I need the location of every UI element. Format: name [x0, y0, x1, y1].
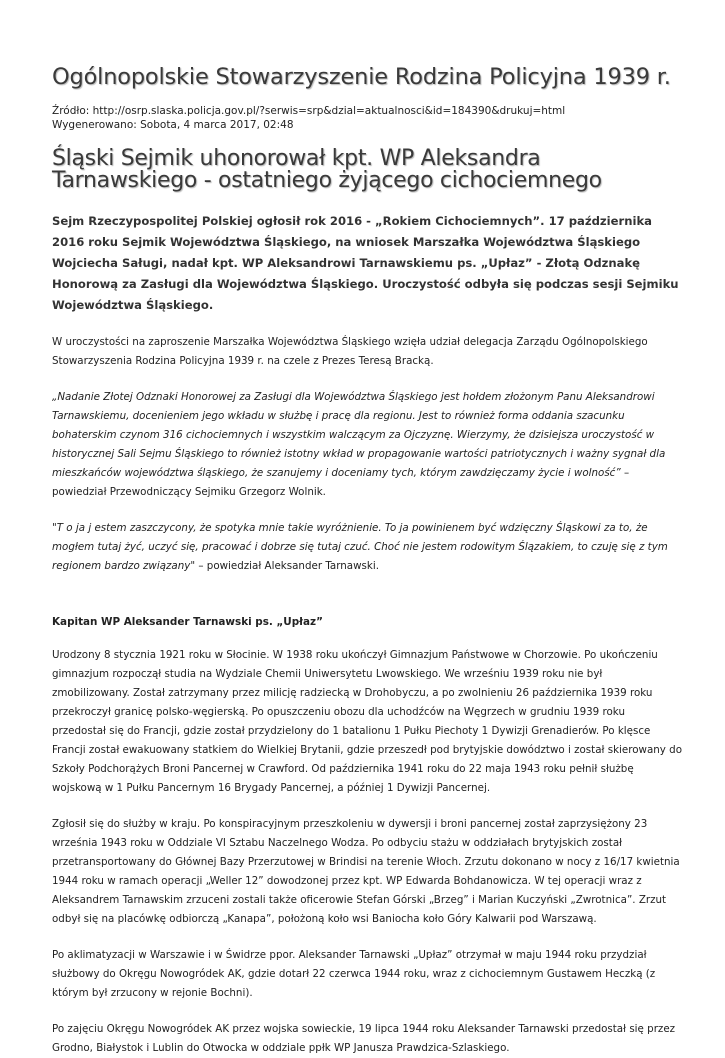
- quote-tarnawski: [52, 519, 682, 576]
- site-title: Ogólnopolskie Stowarzyszenie Rodzina Policyjna 1939 r.: [52, 64, 671, 90]
- paragraph-delegation: W uroczystości na zaproszenie Marszałka Województwa Śląskiego wzięła udział delegacja Zarządu Ogólnopolskiego Stowarzyszenia Rodzina Policyjna 1939 r. na czele z Prezes Teresą Bracką.: [52, 336, 648, 367]
- article-lead: Sejm Rzeczypospolitej Polskiej ogłosił rok 2016 - „Rokiem Cichociemnych”. 17 października 2016 roku Sejmik Województwa Śląskiego, na wniosek Marszałka Województwa Śląskiego Wojciecha Saługi, nadał kpt. WP Aleksandrowi Tarnawskiemu ps. „Upłaz” - Złotą Odznakę Honorową za Zasługi dla Województwa Śląskiego. Uroczystość odbyła się podczas sesji Sejmiku Województwa Śląskiego.: [52, 214, 679, 312]
- generated-line: Wygenerowano: Sobota, 4 marca 2017, 02:48: [52, 119, 294, 131]
- quote-wolnik: [52, 388, 682, 502]
- source-line: Źródło: http://osrp.slaska.policja.gov.pl/?serwis=srp&dzial=aktualnosci&id=184390&drukuj=html: [52, 105, 566, 117]
- bio-paragraph-3: Po aklimatyzacji w Warszawie i w Świdrze ppor. Aleksander Tarnawski „Upłaz” otrzymał w maju 1944 roku przydział służbowy do Okręgu Nowogródek AK, gdzie dotarł 22 czerwca 1944 roku, wraz z cichociemnym Gustawem Heczką (z którym był zrzucony w rejonie Bochni).: [52, 949, 656, 999]
- article-title: Śląski Sejmik uhonorował kpt. WP Aleksandra Tarnawskiego - ostatniego żyjącego cichociemnego: [52, 146, 602, 193]
- section-heading: Kapitan WP Aleksander Tarnawski ps. „Upłaz”: [52, 616, 323, 628]
- bio-paragraph-1: Urodzony 8 stycznia 1921 roku w Słocinie. W 1938 roku ukończył Gimnazjum Państwowe w Chorzowie. Po ukończeniu gimnazjum rozpoczął studia na Wydziale Chemii Uniwersytetu Lwowskiego. We wrześniu 1939 roku nie był zmobilizowany. Został zatrzymany przez milicję radziecką w Drohobyczu, a po zwolnieniu 26 października 1939 roku przekroczył granicę polsko-węgierską. Po opuszczeniu obozu dla uchodźców na Węgrzech w grudniu 1939 roku przedostał się do Francji, gdzie został przydzielony do 1 batalionu 1 Pułku Piechoty 1 Dywizji Grenadierów. Po klęsce Francji został ewakuowany statkiem do Wielkiej Brytanii, gdzie przeszedł pod brytyjskie dowództwo i został skierowany do Szkoły Podchorążych Broni Pancernej w Crawford. Od października 1941 roku do 22 maja 1943 roku pełnił służbę wojskową w 1 Pułku Pancernym 16 Brygady Pancernej, a później 1 Dywizji Pancernej.: [52, 649, 682, 794]
- quote-wolnik-text: „Nadanie Złotej Odznaki Honorowej za Zasługi dla Województwa Śląskiego jest hołdem złożonym Panu Aleksandrowi Tarnawskiemu, docenieniem jego wkładu w służbę i pracę dla regionu. Jest to również forma oddania szacunku bohaterskim czynom 316 cichociemnych i wszystkim walczącym za Ojczyznę. Wierzymy, że dzisiejsza uroczystość w historycznej Sali Sejmu Śląskiego to również istotny wkład w propagowanie wartości patriotycznych i ważny sygnał dla mieszkańców województwa śląskiego, że szanujemy i doceniamy tych, którym zawdzięczamy życie i wolność”: [52, 391, 666, 479]
- quote-tarnawski-attribution: – powiedział Aleksander Tarnawski.: [195, 560, 379, 572]
- bio-paragraph-4: Po zajęciu Okręgu Nowogródek AK przez wojska sowieckie, 19 lipca 1944 roku Aleksander Tarnawski przedostał się przez Grodno, Białystok i Lublin do Otwocka w oddziale ppłk WP Janusza Prawdzica-Szlaskiego.: [52, 1023, 676, 1054]
- quote-tarnawski-text: "T o ja j estem zaszczycony, że spotyka mnie takie wyróżnienie. To ja powinienem być wdzięczny Śląskowi za to, że mogłem tutaj żyć, uczyć się, pracować i dobrze się tutaj czuć. Choć nie jestem rodowitym Ślązakiem, to czuję się z tym regionem bardzo związany": [52, 522, 668, 572]
- bio-paragraph-2: Zgłosił się do służby w kraju. Po konspiracyjnym przeszkoleniu w dywersji i broni pancernej został zaprzysiężony 23 września 1943 roku w Oddziale VI Sztabu Naczelnego Wodza. Po odbyciu stażu w oddziałach brytyjskich został przetransportowany do Głównej Bazy Przerzutowej w Brindisi na terenie Włoch. Zrzutu dokonano w nocy z 16/17 kwietnia 1944 roku w ramach operacji „Weller 12” dowodzonej przez kpt. WP Edwarda Bohdanowicza. W tej operacji wraz z Aleksandrem Tarnawskim zrzuceni zostali także oficerowie Stefan Górski „Brzeg” i Marian Kuczyński „Zwrotnica”. Zrzut odbył się na placówkę odbiorczą „Kanapa”, położoną koło wsi Baniocha koło Góry Kalwarii pod Warszawą.: [52, 818, 680, 925]
- print-meta: [52, 104, 682, 132]
- quote-wolnik-attribution: – powiedział Przewodniczący Sejmiku Grzegorz Wolnik.: [52, 467, 630, 498]
- print-page: [52, 62, 682, 1058]
